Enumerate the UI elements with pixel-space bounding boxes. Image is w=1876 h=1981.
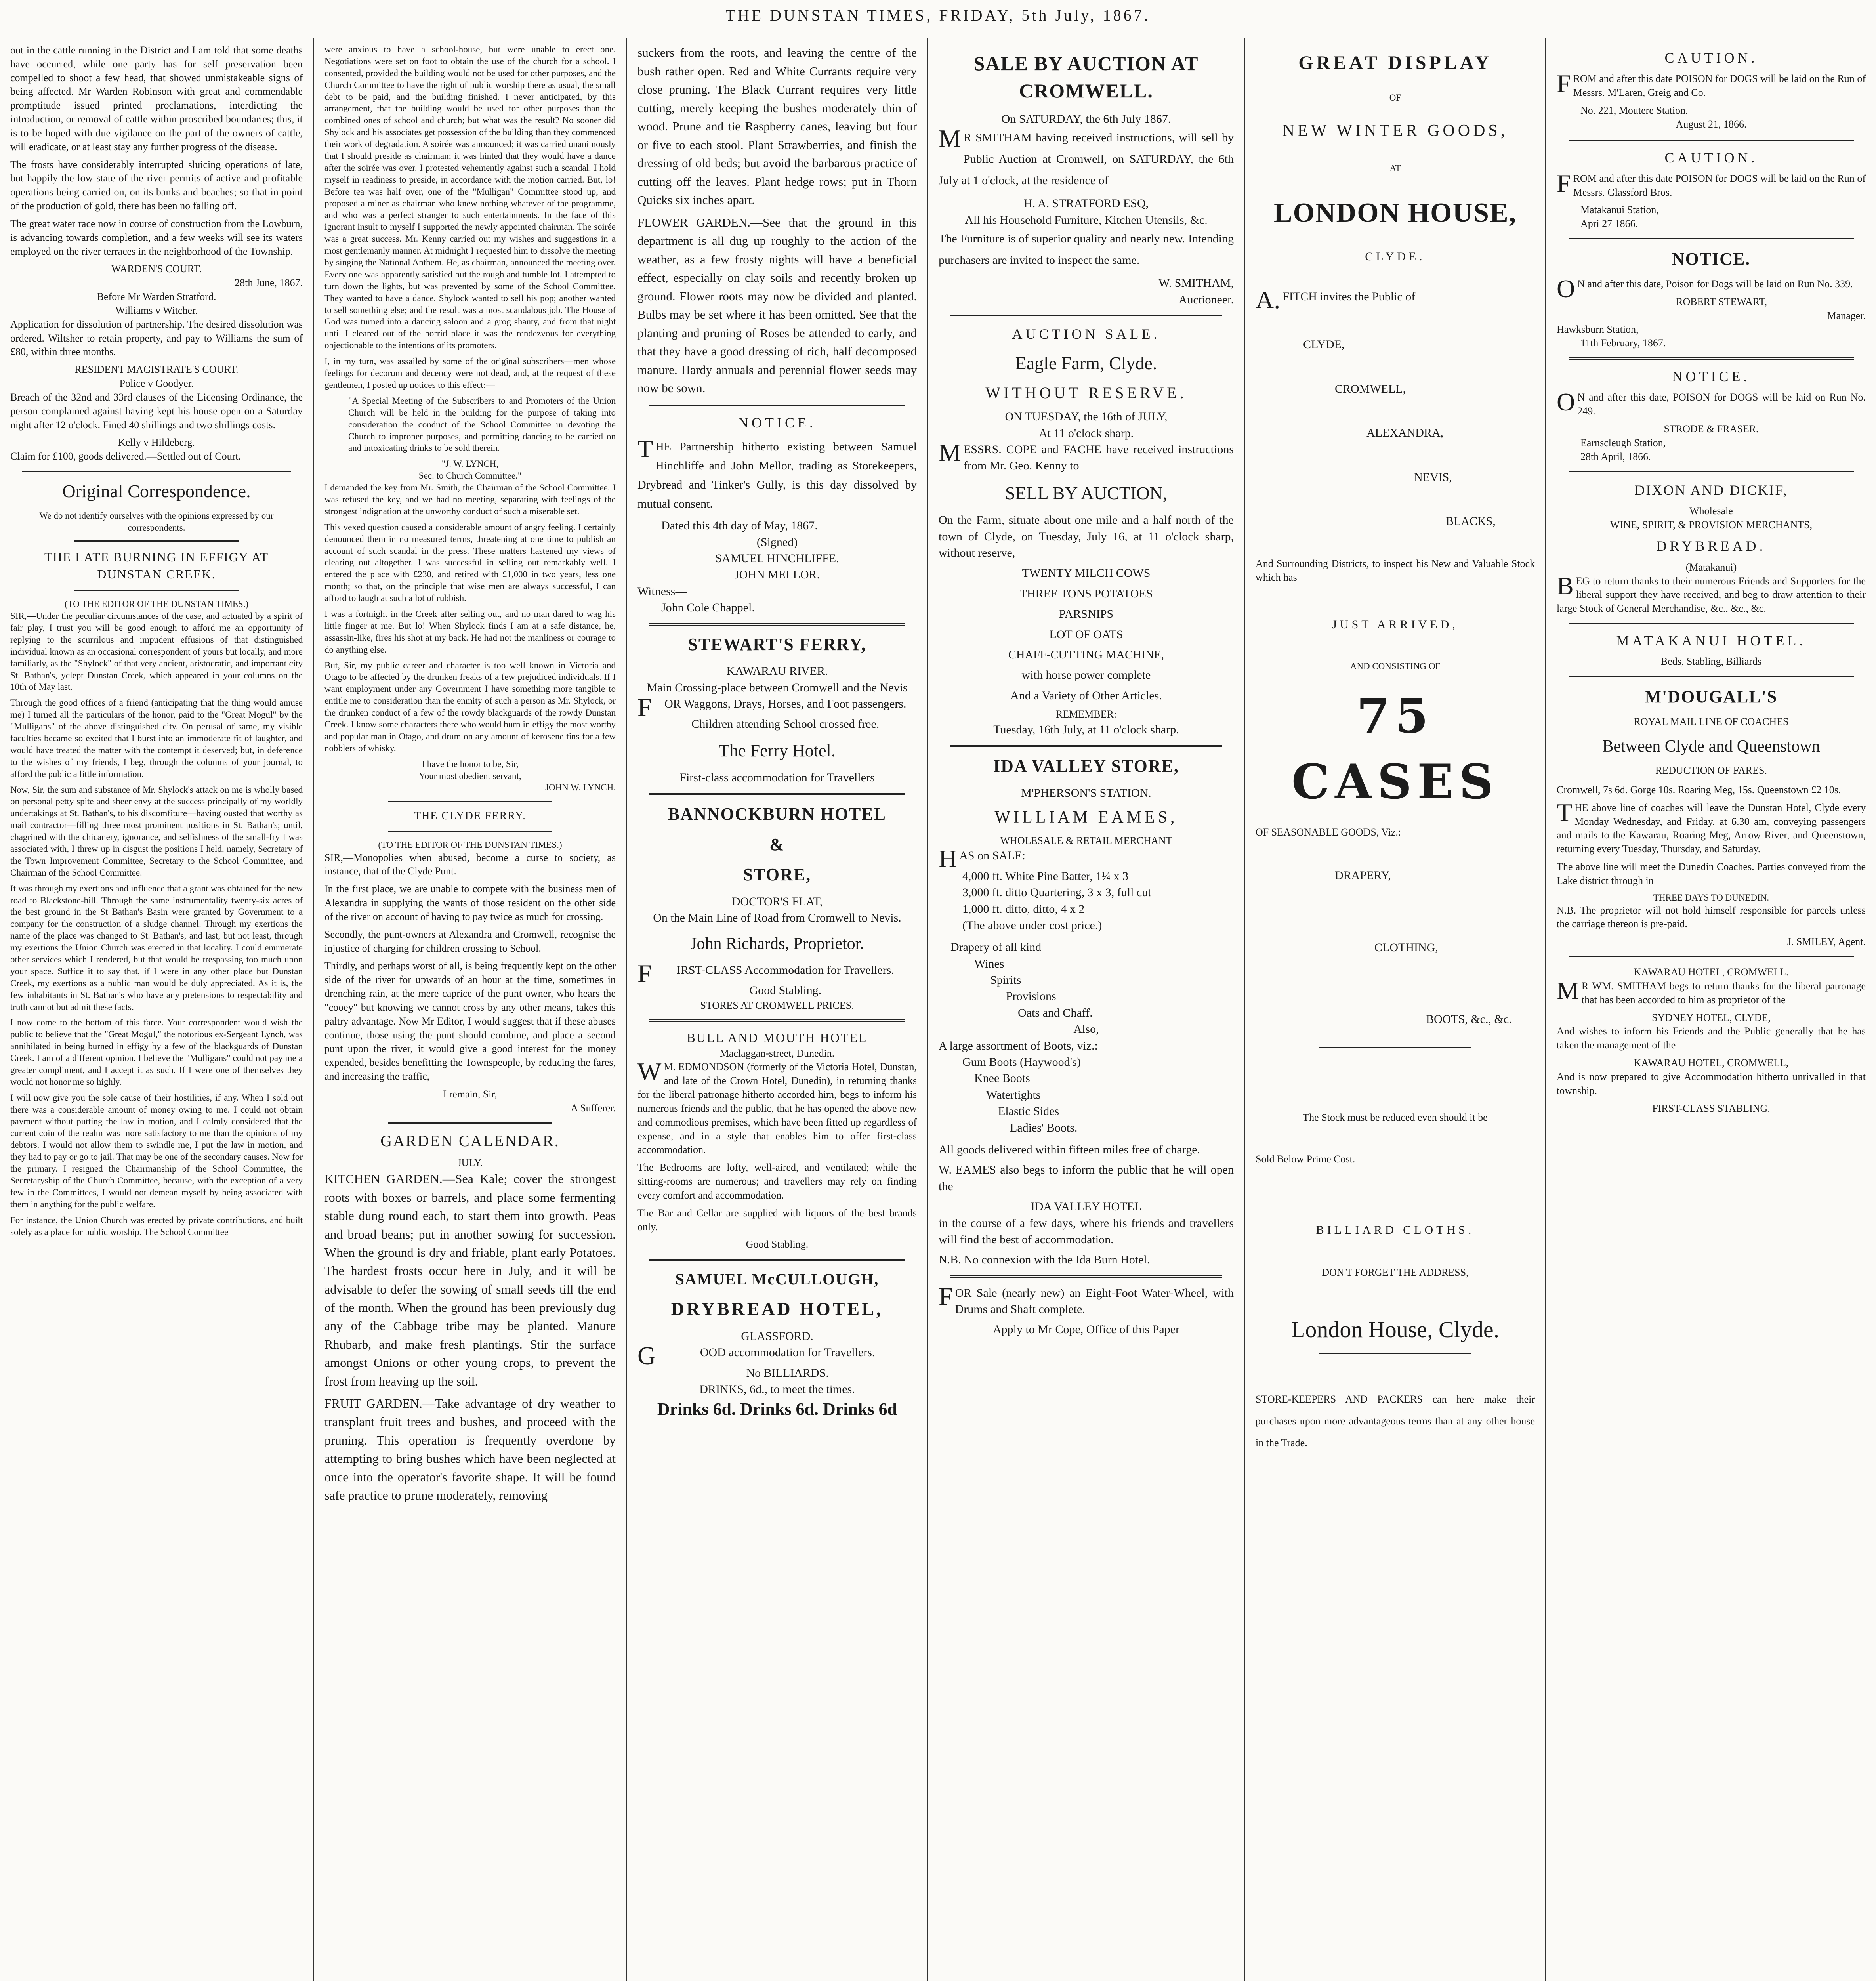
ad-heading: & xyxy=(769,834,785,854)
ad-text: Witness— xyxy=(637,584,687,598)
divider xyxy=(649,1259,905,1261)
ad-text: STORES AT CROMWELL PRICES. xyxy=(700,999,854,1011)
article-text: KITCHEN GARDEN.—Sea Kale; cover the strongest roots with boxes or barrels, and place some fermenting stable dung round each, to start them into growth. Peas and broad beans; put in another sowing for succession. When the ground is dry and friable, plant early Potatoes. The hardest frosts occur here in July, and it will be advisable to defer the sowing of small seeds till the end of the month. When the ground has been previously dug any of the Cabbage tribe may be planted. Manure Rhubarb, and make fresh plantings. Stir the surface amongst Onions or other young crops, to prevent the frost from heaving up the soil. xyxy=(324,1172,616,1388)
ad-text: Sold Below Prime Cost. xyxy=(1256,1153,1355,1165)
ad-text: A large assortment of Boots, viz.: xyxy=(939,1039,1098,1052)
ad-text: OF SEASONABLE GOODS, Viz.: xyxy=(1256,826,1401,838)
ad-subheading: CLYDE. xyxy=(1365,250,1426,263)
letter-text: This vexed question caused a considerable amount of angry feeling. I certainly denounced them in no measured terms, threatening at one time to publish an account of such scandal in the press. These matters hastened my views of clearing out altogether. I was successful in selling out remarkably well. I entered the place with £230, and retired with £1,000 in two years, less one month; so that, on the principle that wise men are always successful, I can afford to laugh at such a lot of rubbish. xyxy=(324,522,616,603)
article-text: suckers from the roots, and leaving the centre of the bush rather open. Red and White Currants require very close pruning. The Black Currant requires very little cutting, merely keeping the bushes moderately thin of wood. Prune and tie Raspberry canes, leaving but four or five to each stool. Plant Strawberries, and finish the dressing of old beds; but avoid the barbarous practice of cutting off the leaves. Plant hedge rows; put in Thorn Quicks six inches apart. xyxy=(637,46,917,207)
stock-item: Spirits xyxy=(990,973,1021,987)
stock-item: 4,000 ft. White Pine Batter, 1¼ x 3 xyxy=(962,869,1129,883)
town-name: CROMWELL, xyxy=(1335,382,1406,395)
article-text: Claim for £100, goods delivered.—Settled out of Court. xyxy=(10,450,241,462)
divider xyxy=(950,315,1222,317)
ad-text: DON'T FORGET THE ADDRESS, xyxy=(1322,1267,1469,1279)
ad-text: N.B. The proprietor will not hold himself responsible for parcels unless the carriage thereon is pre-paid. xyxy=(1557,904,1866,930)
divider xyxy=(649,1019,905,1022)
ad-text: At 11 o'clock sharp. xyxy=(1038,426,1134,440)
ad-text: The Furniture is of superior quality and nearly new. Intending purchasers are invited to inspect the same. xyxy=(939,232,1234,267)
ad-text: THE Partnership hitherto existing between Samuel Hinchliffe and John Mellor, trading as Storekeepers, Drybread and Tinker's Gully, is this day dissolved by mutual consent. xyxy=(637,435,917,511)
lot-item: And a Variety of Other Articles. xyxy=(1010,689,1162,702)
ad-heading: AUCTION SALE. xyxy=(1012,326,1160,342)
divider xyxy=(388,831,552,832)
ad-heading: The Ferry Hotel. xyxy=(719,740,836,760)
letter-closing: Your most obedient servant, xyxy=(419,771,521,781)
letter-text: But, Sir, my public career and character is too well known in Victoria and Otago to be affected by the drunken freaks of a few prejudiced individuals. If I want employment under any Government I have something more tangible to entitle me to consideration than the enmity of such a person as Mr. Shylock, or the drunken conduct of a few of the rowdy blackguards of the rowdy Dunstan Creek. I know some characters there who would burn in effigy the most worthy and popular man in Otago, and drum on any amount of kerosene tins for a few nobblers of whisky. xyxy=(324,660,616,753)
divider xyxy=(649,793,905,795)
ad-heading: LONDON HOUSE, xyxy=(1273,197,1517,228)
letter-text: For instance, the Union Church was erected by private contributions, and built solely as a place for public worship. The School Committee xyxy=(10,1215,303,1237)
ad-text: And is now prepared to give Accommodation hitherto unrivalled in that township. xyxy=(1557,1071,1866,1096)
letter-signature: A Sufferer. xyxy=(571,1102,616,1114)
stock-item: (The above under cost price.) xyxy=(962,918,1102,932)
letter-text: SIR,—Monopolies when abused, become a curse to society, as instance, that of the Clyde Punt. xyxy=(324,851,616,877)
ad-heading: NOTICE. xyxy=(1672,249,1751,269)
ad-text: The above line will meet the Dunedin Coaches. Parties conveyed from the Lake district through in xyxy=(1557,861,1866,886)
ad-text: On the Farm, situate about one mile and a half north of the town of Clyde, on Tuesday, July 16, at 11 o'clock sharp, without reserve, xyxy=(939,513,1234,560)
ad-text: BEG to return thanks to their numerous Friends and Supporters for the liberal support they have received, and beg to draw attention to their large Stock of General Merchandise, &c., &c., &c. xyxy=(1557,571,1866,615)
stock-category: BOOTS, &c., &c. xyxy=(1426,1013,1512,1026)
stock-category: DRAPERY, xyxy=(1335,869,1391,882)
lot-item: CHAFF-CUTTING MACHINE, xyxy=(1008,648,1164,662)
article-text: out in the cattle running in the District and I am told that some deaths have occurred, while one party has for self preservation been compelled to shoot a few head, that showed unmistakeable signs of being affected. Mr Warden Robinson with great and commendable promptitude issued printed proclamations, interdicting the introduction, or removal of cattle within proscribed boundaries; this, it is to be hoped with due vigilance on the part of the owners of cattle, will eradicate, or at least stay any further progress of the disease. xyxy=(10,44,303,153)
letter-text: SIR,—Under the peculiar circumstances of the case, and actuated by a spirit of fair play, I trust you will be good enough to afford me an opportunity of replying to the scurrilous and impudent effusions of that distinguished individual known as an occasional correspondent of yours but locally, and more familiarly, as the "Shylock" of that very ancient, aristocratic, and important city St. Bathan's, yclept Dunstan Creek, which appeared in your columns on the 10th of May last. xyxy=(10,611,303,692)
divider xyxy=(388,801,552,802)
ad-heading: CAUTION. xyxy=(1664,149,1758,166)
ad-heading: SELL BY AUCTION, xyxy=(1005,483,1168,503)
column-3 xyxy=(627,44,927,1981)
divider xyxy=(1319,1047,1471,1048)
ad-text: HAS on SALE: xyxy=(939,845,1025,873)
ad-heading: STORE, xyxy=(743,865,811,885)
divider xyxy=(1569,357,1854,360)
ad-text: Beds, Stabling, Billiards xyxy=(1660,656,1762,668)
ad-text: First-class accommodation for Travellers xyxy=(679,771,875,784)
ad-text: No BILLIARDS. xyxy=(746,1366,829,1380)
dateline: 28th June, 1867. xyxy=(235,277,303,289)
letter-quote: "A Special Meeting of the Subscribers to and Promoters of the Union Church will be held in the building for the purpose of taking into consideration the conduct of the School Committee in devoting the Church to improper purposes, and permitting dancing to be carried on and intoxicating drinks to be sold therein. xyxy=(348,395,616,453)
ad-text: MR WM. SMITHAM begs to return thanks for the liberal patronage that has been accorded to him as proprietor of the xyxy=(1557,976,1866,1006)
article-headline: THE LATE BURNING IN EFFIGY AT DUNSTAN CREEK. xyxy=(44,550,269,582)
letter-text: Secondly, the punt-owners at Alexandra and Cromwell, recognise the injustice of charging for children crossing to School. xyxy=(324,928,616,954)
article-text: FLOWER GARDEN.—See that the ground in this department is all dug up roughly to the action of the weather, as a few frosty nights will have a beneficial effect, especially on clay soils and recently broken up ground. Flower roots may now be divided and planted. Bulbs may be set where it has been omitted. See that the planting and pruning of Roses be attended to early, and that they have a good dressing of rich, half decomposed manure. Hardy annuals and perennial flower seeds may now be sown. xyxy=(637,215,917,395)
ad-text: All his Household Furniture, Kitchen Utensils, &c. xyxy=(965,213,1208,227)
ad-text: ON TUESDAY, the 16th of JULY, xyxy=(1005,410,1168,424)
ad-heading: WILLIAM EAMES, xyxy=(994,808,1178,826)
ad-headline: 75 CASES xyxy=(1291,688,1499,810)
letter-text: I now come to the bottom of this farce. Your correspondent would wish the public to believe that the "Great Mogul," the notorious ex-Sergeant Lynch, was annihilated in being burned in effigy by a few of the blackguards of Dunstan Creek. I am of a different opinion. I believe the "Mulligans" could not pay me a greater compliment, and I accept it as such. If I were one of themselves they would not honor me so highly. xyxy=(10,1017,303,1087)
section-heading: WARDEN'S COURT. xyxy=(111,263,202,275)
stock-item: Gum Boots (Haywood's) xyxy=(962,1055,1081,1069)
ad-text: The Bar and Cellar are supplied with liquors of the best brands only. xyxy=(637,1207,917,1233)
stock-item: 1,000 ft. ditto, ditto, 4 x 2 xyxy=(962,902,1085,916)
stock-category: CLOTHING, xyxy=(1374,941,1438,954)
ad-text: ON and after this date, POISON for DOGS will be laid on Run No. 249. xyxy=(1557,388,1866,417)
letter-text: Through the good offices of a friend (anticipating that the thing would amuse me) I turned all the particulars of the honor, paid to the "Great Mogul" by the "Mulligans" of the above distinguished city. On perusal of same, my visible faculties became so excited that I burst into an immoderate fit of laughter, and would have treated the matter with the contempt it deserved; but, in deference to the wishes of my friends, I beg, through the columns of your journal, to afford the public a little information. xyxy=(10,698,303,779)
ad-text: Apply to Mr Cope, Office of this Paper xyxy=(992,1323,1180,1336)
court-line: Before Mr Warden Stratford. xyxy=(97,291,216,303)
article-text: The frosts have considerably interrupted sluicing operations of late, but happily the low state of the river permits of active and profitable operations being carried on, on its banks and beaches; so that in point of the production of gold, there has been no falling off. xyxy=(10,158,303,212)
ad-heading: Eagle Farm, Clyde. xyxy=(1015,353,1157,373)
ad-text: No. 221, Moutere Station, xyxy=(1580,104,1688,116)
letter-closing: I remain, Sir, xyxy=(443,1088,497,1100)
ad-text: And Surrounding Districts, to inspect his New and Valuable Stock which has xyxy=(1256,558,1535,584)
letter-text: I, in my turn, was assailed by some of the original subscribers—men whose feelings for decorum and decency were not dead, and, at the request of these gentlemen, I posted up notices to this effect:— xyxy=(324,356,616,390)
divider xyxy=(649,623,905,626)
ad-heading: BULL AND MOUTH HOTEL xyxy=(687,1031,868,1045)
ad-text: All goods delivered within fifteen miles free of charge. xyxy=(939,1143,1200,1156)
letter-address: (TO THE EDITOR OF THE DUNSTAN TIMES.) xyxy=(64,599,249,609)
ad-text: Also, xyxy=(1073,1023,1099,1036)
ad-heading: NEW WINTER GOODS, xyxy=(1282,122,1508,140)
ad-text: The Stock must be reduced even should it be xyxy=(1303,1112,1488,1124)
ad-subheading: Maclaggan-street, Dunedin. xyxy=(719,1047,835,1059)
ad-text: ON and after this date, Poison for Dogs will be laid on Run No. 339. xyxy=(1557,275,1853,303)
ad-text: Good Stabling. xyxy=(746,1239,809,1250)
letter-closing: I have the honor to be, Sir, xyxy=(422,759,519,769)
stock-item: Watertights xyxy=(986,1088,1041,1101)
ad-text: AT xyxy=(1389,163,1401,174)
ad-text: DRINKS, 6d., to meet the times. xyxy=(699,1382,855,1396)
divider xyxy=(74,540,239,542)
ad-heading: MATAKANUI HOTEL. xyxy=(1616,633,1806,649)
column-2 xyxy=(314,44,626,1981)
ad-heading: STEWART'S FERRY, xyxy=(688,634,866,654)
ad-signature: J. SMILEY, Agent. xyxy=(1787,936,1866,948)
case-name: Kelly v Hildeberg. xyxy=(118,437,195,448)
ad-text: OF xyxy=(1389,93,1401,103)
column-5 xyxy=(1245,44,1545,1981)
ad-banner: Drinks 6d. Drinks 6d. Drinks 6d xyxy=(657,1399,897,1419)
ad-subheading: WINE, SPIRIT, & PROVISION MERCHANTS, xyxy=(1610,519,1813,531)
ad-heading: DRYBREAD. xyxy=(1656,538,1766,554)
ad-text: FIRST-CLASS Accommodation for Travellers. xyxy=(637,959,894,987)
stock-item: Provisions xyxy=(1006,990,1056,1003)
ad-signature: SAMUEL HINCHLIFFE. xyxy=(715,552,839,565)
ad-text: STORE-KEEPERS AND PACKERS can here make their purchases upon more advantageous terms than at any other house in the Trade. xyxy=(1256,1393,1535,1449)
ad-text: AND CONSISTING OF xyxy=(1350,661,1441,672)
ad-heading: GREAT DISPLAY xyxy=(1298,52,1492,73)
letter-text: I will now give you the sole cause of their hostilities, if any. When I sold out there was a considerable amount of money owing to me. I could not obtain payment without putting the law in motion, and I calmly considered that the current coin of the realm was more satisfactory to me than the opinions of my debtors. I would not allow them to swindle me, I put the law in motion, and they had to pay or go to jail. That may be one of the secondary causes. Now for the primary. I resigned the Chairmanship of the School Committee, the Secretaryship of the Church Committee, because, with the exception of a very few in the Committees, I would not demean myself by being associated with them in anything for the public welfare. xyxy=(10,1092,303,1209)
ad-heading: DIXON AND DICKIF, xyxy=(1634,482,1788,498)
ad-subheading: Wholesale xyxy=(1689,505,1733,517)
letter-signature: JOHN W. LYNCH. xyxy=(545,782,616,793)
ad-subheading: WHOLESALE & RETAIL MERCHANT xyxy=(1000,834,1172,846)
divider xyxy=(1569,956,1854,958)
divider xyxy=(950,1275,1222,1278)
ad-subheading: FIRST-CLASS STABLING. xyxy=(1652,1102,1770,1114)
ad-text: MESSRS. COPE and FACHE have received instructions from Mr. Geo. Kenny to xyxy=(939,439,1234,473)
ad-text: FOR Waggons, Drays, Horses, and Foot passengers. xyxy=(637,693,907,721)
divider xyxy=(74,590,239,591)
ad-text: And wishes to inform his Friends and the Public generally that he has taken the management of the xyxy=(1557,1025,1866,1051)
ad-text: (Matakanui) xyxy=(1685,561,1737,573)
ad-signature: JOHN MELLOR. xyxy=(735,568,820,582)
lot-item: LOT OF OATS xyxy=(1049,628,1123,641)
ad-text: 11th February, 1867. xyxy=(1580,337,1666,349)
letter-text: I demanded the key from Mr. Smith, the Chairman of the School Committee. I was refused the key, and we had no meeting, separating with feelings of the strongest indignation at the unworthy conduct of such a miserable set. xyxy=(324,483,616,516)
ad-heading: BANNOCKBURN HOTEL xyxy=(668,804,887,824)
ad-text: THE above line of coaches will leave the Dunstan Hotel, Clyde every Monday Wednesday, and Friday, at 6.30 am, conveying passengers and mails to the Kawarau, Roaring Meg, Arrow River, and Queenstown, returning every Tuesday, Thursday, and Saturday. xyxy=(1557,798,1866,855)
ad-text: WM. EDMONDSON (formerly of the Victoria Hotel, Dunstan, and late of the Crown Hotel, Dunedin), in returning thanks for the liberal patronage hitherto accorded him, begs to inform his numerous friends and the public, that he has opened the above new and commodious premises, which have been fitted up regardless of expense, and in a style that enables him to offer first-class accommodation. xyxy=(637,1057,917,1156)
ad-heading: KAWARAU HOTEL, CROMWELL. xyxy=(1634,966,1789,978)
ad-text: GOOD accommodation for Travellers. xyxy=(637,1342,875,1370)
ad-heading: IDA VALLEY STORE, xyxy=(993,756,1179,776)
divider xyxy=(1569,623,1854,624)
section-title: Original Correspondence. xyxy=(62,481,251,502)
ad-text: (Signed) xyxy=(756,535,798,549)
article-text: Breach of the 32nd and 33rd clauses of the Licensing Ordinance, the person complained against having kept his house open on a Saturday night after 12 o'clock. Fined 40 shillings and two shillings costs. xyxy=(10,391,303,431)
ad-heading: John Richards, Proprietor. xyxy=(690,934,864,953)
ad-text: Children attending School crossed free. xyxy=(691,718,880,731)
ad-heading: WITHOUT RESERVE. xyxy=(985,384,1187,402)
lot-item: PARSNIPS xyxy=(1059,607,1114,621)
ad-text: H. A. STRATFORD ESQ, xyxy=(1023,197,1149,210)
ad-text: Main Crossing-place between Cromwell and the Nevis xyxy=(647,681,908,694)
ad-text: Matakanui Station, xyxy=(1580,204,1659,216)
ad-text: Good Stabling. xyxy=(749,984,822,997)
ad-text: Dated this 4th day of May, 1867. xyxy=(661,519,818,532)
ad-text: N.B. No connexion with the Ida Burn Hotel. xyxy=(939,1253,1150,1267)
masthead: THE DUNSTAN TIMES, FRIDAY, 5th July, 1867. xyxy=(0,0,1876,32)
divider xyxy=(1319,1353,1471,1354)
stock-item: 3,000 ft. ditto Quartering, 3 x 3, full cut xyxy=(962,886,1151,899)
divider xyxy=(388,1122,552,1124)
lot-item: with horse power complete xyxy=(1021,668,1151,682)
divider xyxy=(649,405,905,406)
stock-item: Elastic Sides xyxy=(998,1105,1059,1118)
divider xyxy=(1569,471,1854,473)
article-text: Application for dissolution of partnership. The desired dissolution was ordered. Wiltsher to retain property, and pay to Williams the sum of £80, within three months. xyxy=(10,318,303,358)
ad-text: MR SMITHAM having received instructions, will sell by Public Auction at Cromwell, on SATURDAY, the 6th July at 1 o'clock, at the residence of xyxy=(939,124,1234,187)
letter-text: Thirdly, and perhaps worst of all, is being frequently kept on the other side of the river for upwards of an hour at the time, sometimes in drenching rain, at the mere caprice of the punt owner, who hears the "cooey" but knowing we cannot cross by any other means, takes this paltry advantage. Now Mr Editor, I would suggest that if these abuses continue, those using the punt should combine, and place a second punt upon the river, it would give a good interest for the money expended, besides benefitting the Townspeople, by reducing the fares, and increasing the traffic, xyxy=(324,960,616,1082)
ad-heading: NOTICE. xyxy=(738,414,816,431)
stock-item: Drapery of all kind xyxy=(950,941,1042,954)
divider xyxy=(22,471,291,472)
letter-address: (TO THE EDITOR OF THE DUNSTAN TIMES.) xyxy=(378,840,562,850)
ad-text: Cromwell, 7s 6d. Gorge 10s. Roaring Meg, 15s. Queenstown £2 10s. xyxy=(1557,784,1841,796)
ad-subheading: SYDNEY HOTEL, CLYDE, xyxy=(1652,1011,1771,1023)
ad-text: Apri 27 1866. xyxy=(1580,218,1638,230)
ad-heading: CAUTION. xyxy=(1664,50,1758,66)
ad-text: FROM and after this date POISON for DOGS will be laid on the Run of Messrs. M'Laren, Greig and Co. xyxy=(1557,69,1866,99)
ad-subheading: DOCTOR'S FLAT, xyxy=(731,895,823,908)
ad-text: John Cole Chappel. xyxy=(661,601,755,615)
ad-heading: DRYBREAD HOTEL, xyxy=(671,1299,884,1319)
letter-text: It was through my exertions and influence that a grant was obtained for the new road to Blackstone-hill. Through the same instrumentality twenty-six acres of the best ground in the St Bathan's Basin were granted by Government to a company for the construction of a sludge channel. Through my exertions the name of the place was changed to St. Bathan's, and last, but not least, through my exertions the Union Church was erected in that locality. I could enumerate other services which I rendered, but that would be trespassing too much upon your space. Suffice it to say that, if I were in any other place but Dunstan Creek, my exertions as a public man would be duly appreciated. As it is, the few inhabitants in St. Bathan's who have any pretensions to respectability and truth cannot but admit these facts. xyxy=(10,883,303,1012)
ad-text: Earnscleugh Station, xyxy=(1580,437,1666,448)
ad-heading: SAMUEL McCULLOUGH, xyxy=(675,1270,879,1288)
stock-item: Knee Boots xyxy=(974,1072,1030,1085)
letter-text: In the first place, we are unable to compete with the business men of Alexandra in supplying the wants of those resident on the other side of the river on account of having to pay twice as much for crossing. xyxy=(324,883,616,922)
stock-item: Ladies' Boots. xyxy=(1010,1121,1078,1134)
ad-text: Hawksburn Station, xyxy=(1557,323,1639,335)
editor-note: We do not identify ourselves with the opinions expressed by our correspondents. xyxy=(39,510,274,532)
lot-item: TWENTY MILCH COWS xyxy=(1022,567,1151,580)
town-name: ALEXANDRA, xyxy=(1366,426,1444,440)
section-heading: RESIDENT MAGISTRATE'S COURT. xyxy=(74,364,239,376)
ad-subheading: REDUCTION OF FARES. xyxy=(1655,765,1767,777)
lot-item: THREE TONS POTATOES xyxy=(1019,587,1153,600)
section-subtitle: JULY. xyxy=(457,1157,483,1168)
ad-heading: M'DOUGALL'S xyxy=(1645,687,1778,707)
divider xyxy=(950,745,1222,747)
ad-heading: Between Clyde and Queenstown xyxy=(1602,737,1820,756)
divider xyxy=(1569,238,1854,240)
case-name: Williams v Witcher. xyxy=(115,304,198,316)
ad-subheading: ROYAL MAIL LINE OF COACHES xyxy=(1634,716,1789,728)
letter-text: were anxious to have a school-house, but were unable to erect one. Negotiations were set on foot to obtain the use of the church for a school. I consented, provided the building would not be used for other purposes, and the Church Committee to have the right of public worship there as usual, the small debt to be paid, and the building finished. I never anticipated, by this arrangement, that the building would be used for other purposes than the combined ones of school and church; but what was the result? No sooner did Shylock and his associates get possession of the building than they commenced their work of degradation. A soirée was announced; it was carried unanimously that I should preside as chairman; it was hinted that they would have a dance after the soirée was over. I protested vehemently against such a scandal. I hold myself in readiness to preside, in accordance with the motion carried. But, lo! Before tea was half over, one of the "Mulligan" Committee stood up, and proposed a miner as chairman who knew nothing whatever of the programme, and who was a perfect stranger to such entertainments. In the face of this ignorant insult to myself I supported the newly appointed chairman. The soirée was a great success. Mr. Kenny carried out my wishes and suggestions in a most gentlemanly manner. At midnight I requested him to dissolve the meeting by singing the National Anthem. He, as chairman, announced the meeting over. Every one was apparently satisfied but the rough and tumble lot. I attempted to turn down the lights, but was prevented by some of the School Committee. They wanted to have a dance. Shylock wanted to sell his pop; another wanted to sell something else; and the result was a most scandalous job. The House of God was turned into a dancing saloon and a grog shanty, and from that night until I cleared out of the horrid place it was the rendezvous for everything objectionable to the intentions of its promoters. xyxy=(324,44,616,351)
ad-text: Auctioneer. xyxy=(1178,293,1234,306)
quote-signature: Sec. to Church Committee." xyxy=(418,471,522,481)
ad-text: FOR Sale (nearly new) an Eight-Foot Water-Wheel, with Drums and Shaft complete. xyxy=(939,1282,1234,1316)
letter-text: Now, Sir, the sum and substance of Mr. Shylock's attack on me is wholly based on personal petty spite and sheer envy at the success principally of my worldly undertakings at St. Bathan's, to his discomfiture—having ousted that worthy as mail contractor—filling three most prominent positions in St. Bathan's; until, chagrined with the chicanery, ignorance, and selfishness of the small-fry I was associated with, I threw up in disgust the positions I held, namely, Secretary of the Town Improvement Committee, Secretary to the School Committee, and Chairman of the School Committee. xyxy=(10,784,303,878)
ad-subheading: IDA VALLEY HOTEL xyxy=(1031,1200,1142,1214)
ad-heading: NOTICE. xyxy=(1672,368,1750,385)
letter-text: I was a fortnight in the Creek after selling out, and no man dared to wag his little finger at me. But lo! When Shylock finds I am at a safe distance, he, assassin-like, fires his shot at my back. He had not the manliness or courage to do anything else. xyxy=(324,609,616,655)
ad-heading: SALE BY AUCTION AT CROMWELL. xyxy=(973,52,1199,102)
town-name: CLYDE, xyxy=(1303,338,1345,351)
ad-signature: W. SMITHAM, xyxy=(1158,277,1234,290)
ad-text: On the Main Line of Road from Cromwell to Nevis. xyxy=(653,911,901,925)
ad-text: August 21, 1866. xyxy=(1676,118,1747,130)
stock-item: Wines xyxy=(974,957,1004,970)
column-1 xyxy=(0,44,313,1981)
ad-signature: ROBERT STEWART, xyxy=(1676,296,1767,307)
article-headline: THE CLYDE FERRY. xyxy=(414,810,527,823)
divider xyxy=(1569,676,1854,678)
ad-text: The Bedrooms are lofty, well-aired, and ventilated; while the sitting-rooms are numerous; and travellers may rely on finding every comfort and accommodation. xyxy=(637,1162,917,1201)
divider xyxy=(1569,139,1854,141)
ad-subheading: BILLIARD CLOTHS. xyxy=(1316,1223,1475,1237)
ad-text: Manager. xyxy=(1827,309,1866,321)
town-name: BLACKS, xyxy=(1446,514,1496,528)
ad-text: A.FITCH invites the Public of xyxy=(1256,285,1416,314)
ad-subheading: KAWARAU RIVER. xyxy=(726,664,828,678)
town-name: NEVIS, xyxy=(1414,470,1452,484)
column-4 xyxy=(928,44,1244,1981)
ad-text: THREE DAYS TO DUNEDIN. xyxy=(1653,892,1769,903)
ad-subheading: GLASSFORD. xyxy=(741,1329,813,1343)
ad-text: in the course of a few days, where his friends and travellers will find the best of accommodation. xyxy=(939,1216,1234,1246)
ad-text: Tuesday, 16th July, at 11 o'clock sharp. xyxy=(993,723,1179,737)
ad-text: W. EAMES also begs to inform the public that he will open the xyxy=(939,1163,1234,1193)
ad-heading: London House, Clyde. xyxy=(1291,1317,1500,1343)
case-name: Police v Goodyer. xyxy=(119,378,194,389)
column-6 xyxy=(1546,44,1876,1981)
stock-item: Oats and Chaff. xyxy=(1018,1006,1093,1019)
ad-subheading: M'PHERSON'S STATION. xyxy=(1021,786,1151,800)
ad-subheading: KAWARAU HOTEL, CROMWELL, xyxy=(1634,1057,1789,1069)
ad-text: REMEMBER: xyxy=(1055,708,1117,720)
article-text: FRUIT GARDEN.—Take advantage of dry weather to transplant fruit trees and bushes, and proceed with the pruning. This operation is frequently overdone by attempting to bring bushes which have been neglected at once into the operator's favorite shape. It will be found safe practice to prune moderately, removing xyxy=(324,1396,616,1502)
ad-signature: STRODE & FRASER. xyxy=(1664,423,1759,435)
quote-signature: "J. W. LYNCH, xyxy=(441,459,499,469)
section-title: GARDEN CALENDAR. xyxy=(380,1132,560,1150)
ad-subheading: JUST ARRIVED, xyxy=(1332,618,1458,631)
ad-subheading: On SATURDAY, the 6th July 1867. xyxy=(1001,113,1171,126)
ad-text: 28th April, 1866. xyxy=(1580,450,1651,462)
article-text: The great water race now in course of construction from the Lowburn, is advancing towards completion, and a few weeks will see its waters employed on the river terraces in the neighborhood of the Township. xyxy=(10,218,303,257)
ad-text: FROM and after this date POISON for DOGS will be laid on the Run of Messrs. Glassford Bros. xyxy=(1557,169,1866,198)
